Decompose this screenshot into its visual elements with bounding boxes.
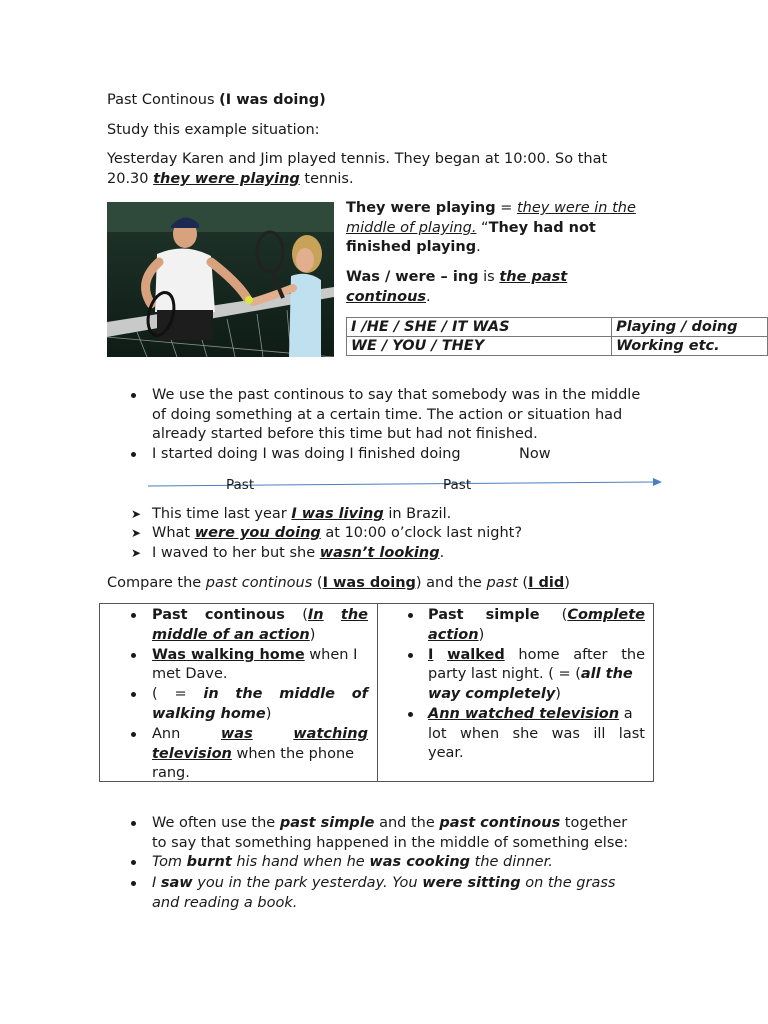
left-item-1-line-2: middle of an action) — [152, 627, 316, 643]
form-line-1: Was / were – ing is the past — [346, 269, 568, 285]
bullet-text: to say that something happened in the middle of something else: — [152, 835, 629, 851]
bullet-dot — [131, 393, 136, 398]
bullet-dot — [131, 821, 136, 826]
example-line: I waved to her but she wasn’t looking. — [152, 545, 445, 561]
bullet-text: of doing something at a certain time. The action or situation had — [152, 407, 623, 423]
table-cell: Playing / doing — [612, 318, 768, 337]
arrow-bullet-icon: ➤ — [131, 546, 142, 560]
right-item-1-line-1: Past simple (Complete — [428, 607, 645, 623]
form-table — [346, 317, 768, 356]
timeline-arrow — [140, 474, 665, 490]
bullet-text: already started before this time but had not finished. — [152, 426, 538, 442]
table-cell: I /HE / SHE / IT WAS — [347, 318, 612, 337]
bullet-dot — [131, 692, 136, 697]
situation-line-2: 20.30 they were playing tennis. — [107, 171, 354, 187]
right-item-3-line-3: year. — [428, 745, 464, 761]
tennis-photo — [107, 202, 334, 357]
bullet-text: I saw you in the park yesterday. You were sitting on the grass — [152, 875, 616, 891]
bullet-text: We often use the past simple and the past continous together — [152, 815, 628, 831]
timeline-past-label: Past — [226, 477, 255, 493]
bullet-text: I started doing I was doing I finished doing — [152, 446, 461, 462]
bullet-dot — [131, 732, 136, 737]
table-cell: Working etc. — [612, 337, 768, 356]
bullet-dot — [131, 881, 136, 886]
bullet-dot — [408, 653, 413, 658]
example-line: This time last year I was living in Brazil. — [152, 506, 452, 522]
left-item-1-line-1: Past continous (In the — [152, 607, 368, 623]
bullet-text: We use the past continous to say that somebody was in the middle — [152, 387, 641, 403]
left-item-3-line-1: ( = in the middle of — [152, 686, 368, 702]
bullet-dot — [131, 860, 136, 865]
compare-line: Compare the past continous (I was doing) and the past (I did) — [107, 575, 570, 591]
table-cell: WE / YOU / THEY — [347, 337, 612, 356]
left-item-2-line-2: met Dave. — [152, 666, 228, 682]
column-divider — [377, 604, 378, 781]
right-item-3-line-1: Ann watched television a — [428, 706, 633, 722]
page-title: Past Continous (I was doing) — [107, 92, 326, 108]
now-label: Now — [519, 446, 551, 462]
right-item-2-line-2: party last night. ( = (all the — [428, 666, 633, 682]
bullet-dot — [408, 613, 413, 618]
left-item-4-line-3: rang. — [152, 765, 190, 781]
bullet-text: Tom burnt his hand when he was cooking the dinner. — [152, 854, 553, 870]
left-item-2-line-1: Was walking home when I — [152, 647, 358, 663]
bullet-dot — [131, 452, 136, 457]
right-item-2-line-1: I walked home after the — [428, 647, 645, 663]
definition-line-3: finished playing. — [346, 239, 481, 255]
left-item-4-line-1: Ann was watching — [152, 726, 368, 742]
bullet-dot — [408, 712, 413, 717]
left-item-4-line-2: television when the phone — [152, 746, 355, 762]
bullet-dot — [131, 613, 136, 618]
example-line: What were you doing at 10:00 o’clock last night? — [152, 525, 523, 541]
right-item-1-line-2: action) — [428, 627, 485, 643]
arrow-bullet-icon: ➤ — [131, 526, 142, 540]
definition-line-1: They were playing = they were in the — [346, 200, 636, 216]
arrow-bullet-icon: ➤ — [131, 507, 142, 521]
situation-line-1: Yesterday Karen and Jim played tennis. They began at 10:00. So that — [107, 151, 608, 167]
form-line-2: continous. — [346, 289, 431, 305]
left-item-3-line-2: walking home) — [152, 706, 272, 722]
right-item-2-line-3: way completely) — [428, 686, 561, 702]
table-row — [347, 337, 768, 356]
timeline-past-label: Past — [443, 477, 472, 493]
bullet-text: and reading a book. — [152, 895, 298, 911]
bullet-dot — [131, 653, 136, 658]
definition-line-2: middle of playing. “They had not — [346, 220, 596, 236]
intro-text: Study this example situation: — [107, 122, 320, 138]
table-row — [347, 318, 768, 337]
right-item-3-line-2: lot when she was ill last — [428, 726, 645, 742]
